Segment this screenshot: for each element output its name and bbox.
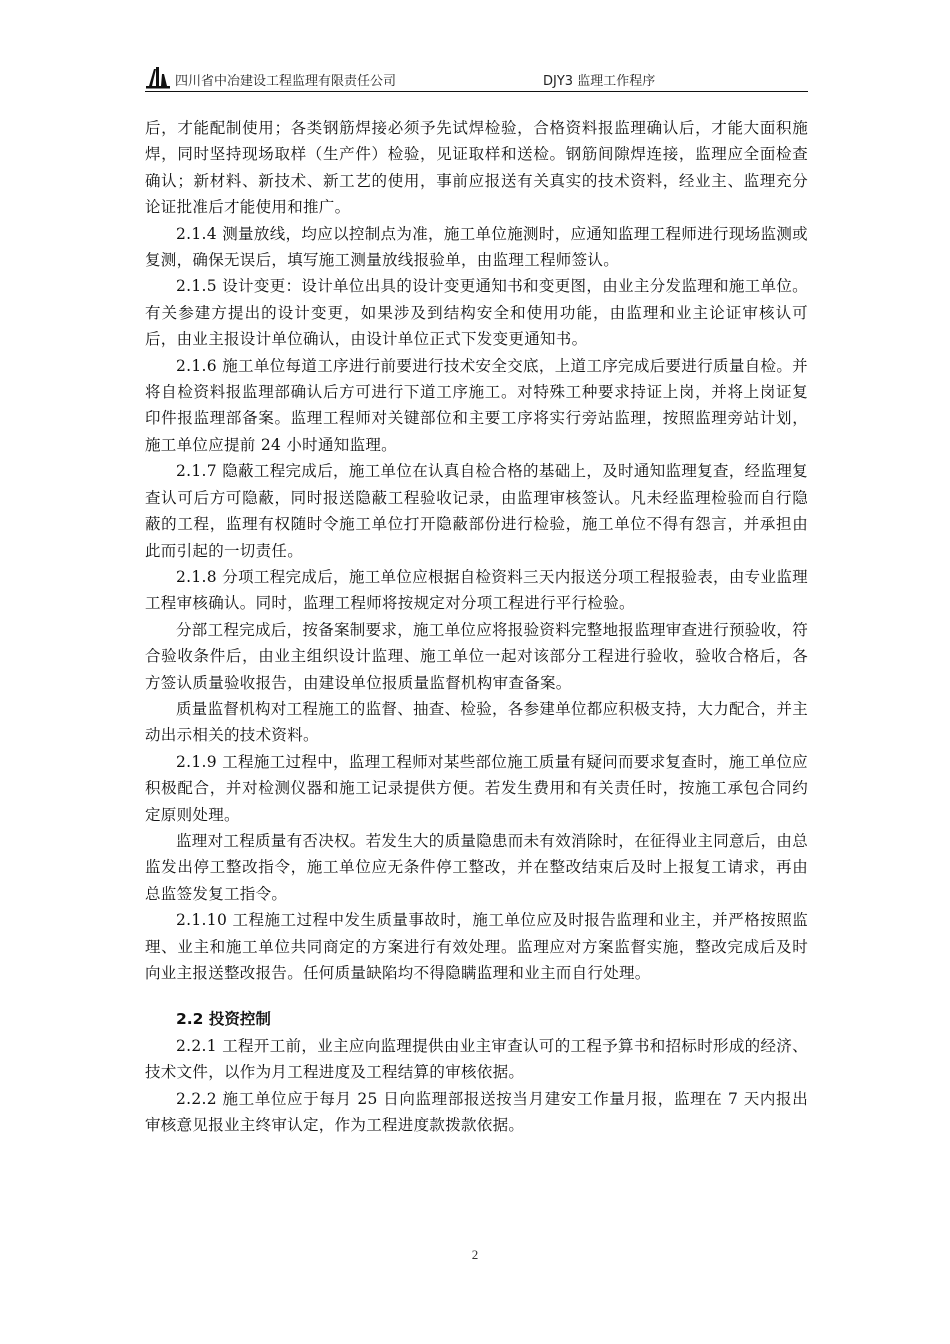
- page-number: 2: [471, 1247, 479, 1262]
- paragraph: 2.1.7 隐蔽工程完成后，施工单位在认真自检合格的基础上，及时通知监理复查，经监理复查认可后方可隐蔽，同时报送隐蔽工程验收记录，由监理审核签认。凡未经监理检验而自行隐蔽的工程，监理有权随时令施工单位打开隐蔽部份进行检验，施工单位不得有怨言，并承担由此而引起的一切责任。: [145, 462, 808, 560]
- paragraph: 2.1.6 施工单位每道工序进行前要进行技术安全交底，上道工序完成后要进行质量自检。并将自检资料报监理部确认后方可进行下道工序施工。对特殊工种要求持证上岗，并将上岗证复印件报监理部备案。监理工程师对关键部位和主要工序将实行旁站监理，按照监理旁站计划，施工单位应提前 24 小时通知监理。: [145, 356, 808, 454]
- document-reference: DJY3 监理工作程序: [543, 74, 656, 89]
- paragraph: 监理对工程质量有否决权。若发生大的质量隐患而未有效消除时，在征得业主同意后，由总监发出停工整改指令，施工单位应无条件停工整改，并在整改结束后及时上报复工请求，再由总监签发复工指令。: [145, 831, 809, 903]
- paragraph: 2.1.10 工程施工过程中发生质量事故时，施工单位应及时报告监理和业主，并严格按照监理、业主和施工单位共同商定的方案进行有效处理。监理应对方案监督实施，整改完成后及时向业主报送整改报告。任何质量缺陷均不得隐瞒监理和业主而自行处理。: [145, 911, 808, 982]
- paragraph: 后，才能配制使用；各类钢筋焊接必须予先试焊检验，合格资料报监理确认后，才能大面积施焊，同时坚持现场取样（生产件）检验，见证取样和送检。钢筋间隙焊连接，监理应全面检查确认；新材料、新技术、新工艺的使用，事前应报送有关真实的技术资料，经业主、监理充分论证批准后才能使用和推广。: [145, 119, 808, 217]
- company-logo-icon: [145, 65, 171, 89]
- document-body: [145, 115, 808, 1138]
- paragraph: 分部工程完成后，按备案制要求，施工单位应将报验资料完整地报监理审查进行预验收，符合验收条件后，由业主组织设计监理、施工单位一起对该部分工程进行验收，验收合格后，各方签认质量验收报告，由建设单位报质量监督机构审查备案。: [145, 620, 809, 692]
- page-header: [145, 63, 808, 92]
- company-name: 四川省中冶建设工程监理有限责任公司: [175, 74, 397, 89]
- paragraph: 2.1.4 测量放线，均应以控制点为准，施工单位施测时，应通知监理工程师进行现场监测或复测，确保无误后，填写施工测量放线报验单，由监理工程师签认。: [145, 224, 808, 270]
- paragraph: 2.1.9 工程施工过程中，监理工程师对某些部位施工质量有疑问而要求复查时，施工单位应积极配合，并对检测仪器和施工记录提供方便。若发生费用和有关责任时，按施工承包合同约定原则处理。: [145, 752, 808, 824]
- paragraph: 质量监督机构对工程施工的监督、抽查、检验，各参建单位都应积极支持，大力配合，并主动出示相关的技术资料。: [145, 699, 809, 745]
- paragraph: 2.2.2 施工单位应于每月 25 日向监理部报送按当月建安工作量月报，监理在 7 天内报出审核意见报业主终审认定，作为工程进度款拨款依据。: [145, 1089, 808, 1135]
- paragraph: 2.1.5 设计变更：设计单位出具的设计变更通知书和变更图，由业主分发监理和施工单位。有关参建方提出的设计变更，如果涉及到结构安全和使用功能，由监理和业主论证审核认可后，由业主报设计单位确认，由设计单位正式下发变更通知书。: [145, 277, 808, 349]
- paragraph: 2.2.1 工程开工前，业主应向监理提供由业主审查认可的工程予算书和招标时形成的经济、技术文件，以作为月工程进度及工程结算的审核依据。: [145, 1036, 808, 1082]
- paragraph: 2.1.8 分项工程完成后，施工单位应根据自检资料三天内报送分项工程报验表，由专业监理工程审核确认。同时，监理工程师将按规定对分项工程进行平行检验。: [145, 567, 808, 613]
- section-heading: 2.2 投资控制: [176, 1010, 271, 1029]
